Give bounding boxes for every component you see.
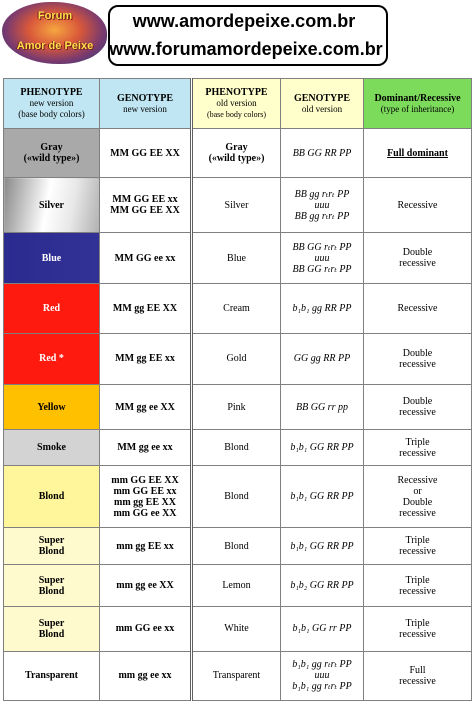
header-genotype-new: GENOTYPE new version [100, 79, 192, 129]
genotype-new-text: mm GG ee xx [115, 623, 175, 635]
table-row [4, 333, 472, 384]
genotype-new-cell [100, 528, 192, 565]
genotype-old-cell [281, 385, 364, 430]
genotype-new-cell [100, 129, 192, 178]
table-body [4, 129, 472, 701]
inheritance-text: Triple recessive [399, 574, 436, 597]
inheritance-text: Recessive [397, 199, 438, 211]
phenotype-old-cell [192, 430, 281, 466]
swatch-text: Blond [38, 491, 65, 503]
header-genotype-old: GENOTYPE old version [281, 79, 364, 129]
phenotype-old-text: Blond [224, 442, 249, 454]
genotype-old-text: b₁b₁ GG RR PP [290, 442, 354, 454]
logo-text-amor-de-peixe: Amor de Peixe [16, 40, 94, 52]
genotype-new-text: MM GG ee xx [114, 252, 176, 264]
genotype-old-text: b₁b₁ GG RR PP [290, 540, 354, 552]
swatch-cell [4, 284, 100, 333]
genotype-old-text: b₁b₁ gg rₜrₜ PP uuu b₁b₁ gg rₜrₜ PP [292, 659, 352, 693]
genotype-new-text: mm GG EE XX mm GG EE xx mm gg EE XX mm GG ee XX [111, 474, 179, 519]
swatch-cell [4, 430, 100, 466]
genotype-old-cell [281, 333, 364, 384]
phenotype-old-cell [192, 178, 281, 233]
swatch-text: Super Blond [38, 535, 65, 558]
swatch-text: Red * [39, 353, 64, 365]
inheritance-text: Triple recessive [399, 535, 436, 558]
genotype-new-cell [100, 333, 192, 384]
swatch-cell [4, 129, 100, 178]
genotype-new-text: mm gg ee XX [116, 580, 174, 592]
table-row [4, 565, 472, 607]
genotype-old-cell [281, 284, 364, 333]
header-phenotype-new: PHENOTYPE new version (base body colors) [4, 79, 100, 129]
inheritance-cell [364, 466, 472, 528]
inheritance-cell [364, 651, 472, 700]
inheritance-cell [364, 607, 472, 651]
table-row [4, 178, 472, 233]
phenotype-old-text: Cream [223, 303, 250, 315]
header-phenotype-old: PHENOTYPE old version (base body colors) [192, 79, 281, 129]
table-row [4, 129, 472, 178]
genotype-new-text: mm gg EE xx [116, 540, 174, 552]
table-row [4, 607, 472, 651]
swatch-text: Yellow [37, 401, 66, 413]
genotype-new-cell [100, 430, 192, 466]
header-dominant-recessive: Dominant/Recessive (type of inheritance) [364, 79, 472, 129]
phenotype-old-cell [192, 129, 281, 178]
genotype-old-cell [281, 528, 364, 565]
inheritance-text: Double recessive [399, 347, 436, 370]
swatch-text: Silver [39, 199, 64, 211]
phenotype-old-cell [192, 651, 281, 700]
phenotype-old-cell [192, 284, 281, 333]
phenotype-old-text: Lemon [222, 580, 251, 592]
genotype-new-text: mm gg ee xx [118, 670, 172, 682]
table-row [4, 466, 472, 528]
swatch-text: Red [42, 303, 61, 315]
table-row [4, 651, 472, 700]
swatch-cell [4, 651, 100, 700]
phenotype-old-cell [192, 607, 281, 651]
phenotype-old-cell [192, 565, 281, 607]
phenotype-old-text: Transparent [212, 670, 261, 682]
logo-text-forum: Forum [37, 10, 73, 22]
swatch-cell [4, 385, 100, 430]
swatch-cell [4, 607, 100, 651]
phenotype-old-text: Blond [224, 540, 249, 552]
genotype-new-text: MM gg ee xx [117, 442, 173, 454]
forum-url[interactable]: www.forumamordepeixe.com.br [109, 39, 383, 59]
phenotype-old-text: Blue [227, 252, 246, 264]
genotype-table [3, 78, 472, 701]
inheritance-cell [364, 284, 472, 333]
table-row [4, 528, 472, 565]
genotype-new-text: MM GG EE XX [110, 147, 180, 159]
genotype-old-cell [281, 651, 364, 700]
phenotype-old-cell [192, 232, 281, 283]
inheritance-cell [364, 528, 472, 565]
genotype-old-cell [281, 430, 364, 466]
swatch-cell [4, 528, 100, 565]
phenotype-old-text: Silver [224, 199, 249, 211]
table-row [4, 284, 472, 333]
swatch-text: Super Blond [38, 617, 65, 640]
genotype-old-text: BB GG RR PP [292, 147, 352, 159]
site-banner [0, 0, 474, 70]
inheritance-text: Triple recessive [399, 617, 436, 640]
genotype-old-text: GG gg RR PP [293, 353, 351, 365]
phenotype-old-text: Blond [224, 491, 249, 503]
swatch-cell [4, 333, 100, 384]
swatch-text: Transparent [25, 670, 78, 682]
genotype-old-text: b₁b₁ gg RR PP [292, 303, 352, 315]
genotype-new-cell [100, 651, 192, 700]
genotype-old-text: BB gg rₜrₜ PP uuu BB gg rₜrₜ PP [294, 188, 350, 222]
genotype-old-cell [281, 607, 364, 651]
genotype-new-cell [100, 232, 192, 283]
genotype-new-text: MM gg ee XX [115, 401, 175, 413]
genotype-new-cell [100, 284, 192, 333]
phenotype-old-cell [192, 333, 281, 384]
genotype-new-text: MM GG EE xx MM GG EE XX [110, 194, 180, 217]
genotype-old-cell [281, 232, 364, 283]
phenotype-old-text: White [224, 623, 249, 635]
inheritance-text: Recessive [397, 303, 438, 315]
genotype-old-cell [281, 466, 364, 528]
phenotype-old-text: Gold [226, 353, 247, 365]
genotype-new-cell [100, 178, 192, 233]
genotype-old-text: b₁b₁ GG rr PP [292, 623, 352, 635]
swatch-text: Super Blond [38, 574, 65, 597]
inheritance-text: Recessive or Double recessive [397, 474, 438, 519]
phenotype-old-text: Pink [227, 401, 246, 413]
header-row [4, 79, 472, 129]
genotype-old-cell [281, 565, 364, 607]
inheritance-text: Triple recessive [399, 436, 436, 459]
genotype-old-cell [281, 178, 364, 233]
genotype-new-text: MM gg EE xx [115, 353, 175, 365]
inheritance-cell [364, 232, 472, 283]
table-row [4, 385, 472, 430]
genotype-new-text: MM gg EE XX [112, 303, 178, 315]
inheritance-cell [364, 430, 472, 466]
genotype-old-text: b₁b₁ GG RR PP [290, 491, 354, 503]
inheritance-text: Double recessive [399, 247, 436, 270]
genotype-new-cell [100, 466, 192, 528]
inheritance-cell [364, 333, 472, 384]
inheritance-text: Full dominant [387, 147, 448, 159]
site-url[interactable]: www.amordepeixe.com.br [132, 11, 356, 31]
genotype-old-cell [281, 129, 364, 178]
swatch-text: Blue [41, 252, 62, 264]
genotype-old-text: BB GG rr pp [296, 401, 348, 413]
genotype-new-cell [100, 607, 192, 651]
inheritance-cell [364, 385, 472, 430]
inheritance-cell [364, 129, 472, 178]
genotype-new-cell [100, 385, 192, 430]
swatch-cell [4, 178, 100, 233]
inheritance-cell [364, 565, 472, 607]
phenotype-old-cell [192, 385, 281, 430]
phenotype-old-text: Gray («wild type») [208, 142, 265, 165]
phenotype-old-cell [192, 528, 281, 565]
genotype-new-cell [100, 565, 192, 607]
swatch-text: Smoke [37, 442, 66, 454]
table-row [4, 232, 472, 283]
swatch-cell [4, 232, 100, 283]
genotype-old-text: BB GG rₜrₜ PP uuu BB GG rₜrₜ PP [292, 241, 352, 275]
genotype-table-wrapper [3, 78, 471, 701]
table-row [4, 430, 472, 466]
phenotype-old-cell [192, 466, 281, 528]
swatch-cell [4, 466, 100, 528]
inheritance-text: Full recessive [399, 664, 436, 687]
swatch-cell [4, 565, 100, 607]
inheritance-cell [364, 178, 472, 233]
inheritance-text: Double recessive [399, 396, 436, 419]
swatch-text: Gray («wild type») [23, 142, 80, 165]
genotype-old-text: b₁b₂ GG RR PP [290, 580, 354, 592]
